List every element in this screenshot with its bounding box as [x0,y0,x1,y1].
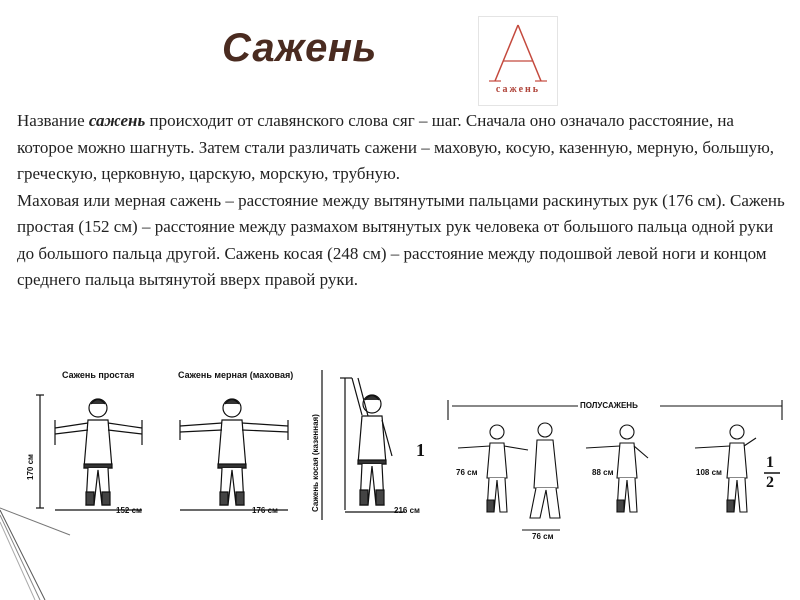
figure-simple [36,395,142,510]
label-width-176: 176 см [252,506,278,515]
slide-title: Сажень [222,26,377,70]
figure-number-1: 1 [416,440,425,460]
caption-oblique: Сажень косая (казенная) [311,414,320,512]
caption-simple: Сажень простая [62,370,135,380]
label-width-216: 216 см [394,506,420,515]
caption-half-fathom: ПОЛУСАЖЕНЬ [580,401,638,410]
label-88: 88 см [592,468,614,477]
figure-half-fathom [448,400,782,530]
fraction-numerator: 1 [766,454,774,471]
paragraph-1 [17,108,787,188]
logo [478,16,558,106]
label-width-152: 152 см [116,506,142,515]
logo-text: сажень [495,84,541,95]
label-76-a: 76 см [456,468,478,477]
body-text [17,108,787,294]
caption-fathom: Сажень мерная (маховая) [178,370,294,380]
paragraph-2: Маховая или мерная сажень – расстояние между вытянутыми пальцами раскинутых рук (176 см). Сажень простая (152 см) – расстояние между размахом вытянутых рук человека от большого пальца одной руки до большого пальца другой. Сажень косая (248 см) – расстояние между подошвой левой ноги и концом среднего пальца вытянутой вверх правой руки. [17,190,785,289]
label-108: 108 см [696,468,722,477]
figure-fathom [180,399,288,510]
illustrations [0,360,800,600]
label-76-b: 76 см [532,532,554,541]
p1-post: происходит от славянского слова сяг – шаг. Сначала оно означало расстояние, на которое можно шагнуть. Затем стали различать сажени – маховую, косую, казенную, мерную, большую, греческую, церковную, царскую, морскую, трубную. [17,111,775,183]
fraction-denominator: 2 [766,474,774,491]
figure-oblique [322,370,405,520]
p1-emphasis: сажень [88,111,146,130]
p1-pre: Название [17,111,89,130]
illustrations-drawing [0,360,800,600]
label-height-170: 170 см [26,454,35,480]
